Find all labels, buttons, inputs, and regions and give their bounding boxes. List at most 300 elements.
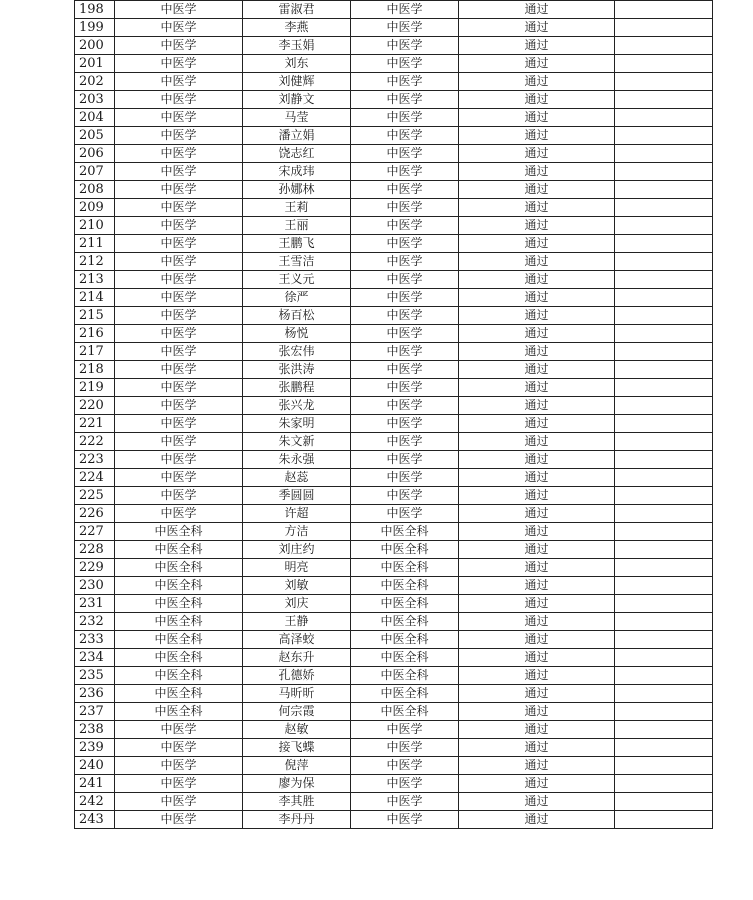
name-cell: 张宏伟 bbox=[243, 343, 351, 361]
remark-cell bbox=[615, 73, 713, 91]
specialty-cell: 中医学 bbox=[115, 55, 243, 73]
remark-cell bbox=[615, 235, 713, 253]
row-number: 222 bbox=[75, 433, 115, 451]
remark-cell bbox=[615, 721, 713, 739]
table-row bbox=[75, 649, 713, 667]
specialty-cell: 中医学 bbox=[115, 325, 243, 343]
row-number: 243 bbox=[75, 811, 115, 829]
name-cell: 孙娜林 bbox=[243, 181, 351, 199]
row-number: 223 bbox=[75, 451, 115, 469]
name-cell: 李其胜 bbox=[243, 793, 351, 811]
result-cell: 通过 bbox=[459, 253, 615, 271]
name-cell: 赵敏 bbox=[243, 721, 351, 739]
table-row bbox=[75, 325, 713, 343]
name-cell: 王丽 bbox=[243, 217, 351, 235]
results-table bbox=[74, 0, 713, 829]
result-cell: 通过 bbox=[459, 649, 615, 667]
result-cell: 通过 bbox=[459, 271, 615, 289]
name-cell: 孔德娇 bbox=[243, 667, 351, 685]
row-number: 227 bbox=[75, 523, 115, 541]
remark-cell bbox=[615, 505, 713, 523]
exam-specialty-cell: 中医学 bbox=[351, 163, 459, 181]
row-number: 229 bbox=[75, 559, 115, 577]
result-cell: 通过 bbox=[459, 415, 615, 433]
name-cell: 饶志红 bbox=[243, 145, 351, 163]
name-cell: 张兴龙 bbox=[243, 397, 351, 415]
row-number: 215 bbox=[75, 307, 115, 325]
specialty-cell: 中医学 bbox=[115, 127, 243, 145]
result-cell: 通过 bbox=[459, 361, 615, 379]
row-number: 225 bbox=[75, 487, 115, 505]
exam-specialty-cell: 中医全科 bbox=[351, 613, 459, 631]
remark-cell bbox=[615, 775, 713, 793]
result-cell: 通过 bbox=[459, 217, 615, 235]
remark-cell bbox=[615, 577, 713, 595]
table-row bbox=[75, 451, 713, 469]
row-number: 212 bbox=[75, 253, 115, 271]
exam-specialty-cell: 中医全科 bbox=[351, 541, 459, 559]
remark-cell bbox=[615, 289, 713, 307]
name-cell: 张洪涛 bbox=[243, 361, 351, 379]
specialty-cell: 中医学 bbox=[115, 199, 243, 217]
exam-specialty-cell: 中医学 bbox=[351, 505, 459, 523]
result-cell: 通过 bbox=[459, 55, 615, 73]
result-cell: 通过 bbox=[459, 307, 615, 325]
row-number: 236 bbox=[75, 685, 115, 703]
table-row bbox=[75, 721, 713, 739]
name-cell: 倪萍 bbox=[243, 757, 351, 775]
row-number: 206 bbox=[75, 145, 115, 163]
exam-specialty-cell: 中医全科 bbox=[351, 523, 459, 541]
remark-cell bbox=[615, 253, 713, 271]
row-number: 218 bbox=[75, 361, 115, 379]
result-cell: 通过 bbox=[459, 379, 615, 397]
specialty-cell: 中医学 bbox=[115, 469, 243, 487]
name-cell: 马昕昕 bbox=[243, 685, 351, 703]
result-cell: 通过 bbox=[459, 613, 615, 631]
table-row bbox=[75, 37, 713, 55]
table-row bbox=[75, 361, 713, 379]
remark-cell bbox=[615, 739, 713, 757]
remark-cell bbox=[615, 451, 713, 469]
result-cell: 通过 bbox=[459, 73, 615, 91]
result-cell: 通过 bbox=[459, 433, 615, 451]
remark-cell bbox=[615, 127, 713, 145]
result-cell: 通过 bbox=[459, 721, 615, 739]
specialty-cell: 中医学 bbox=[115, 433, 243, 451]
name-cell: 王鹏飞 bbox=[243, 235, 351, 253]
remark-cell bbox=[615, 757, 713, 775]
row-number: 230 bbox=[75, 577, 115, 595]
specialty-cell: 中医学 bbox=[115, 217, 243, 235]
table-row bbox=[75, 109, 713, 127]
remark-cell bbox=[615, 397, 713, 415]
table-row bbox=[75, 613, 713, 631]
exam-specialty-cell: 中医学 bbox=[351, 433, 459, 451]
remark-cell bbox=[615, 145, 713, 163]
result-cell: 通过 bbox=[459, 577, 615, 595]
remark-cell bbox=[615, 181, 713, 199]
row-number: 203 bbox=[75, 91, 115, 109]
remark-cell bbox=[615, 361, 713, 379]
table-row bbox=[75, 631, 713, 649]
exam-specialty-cell: 中医学 bbox=[351, 289, 459, 307]
specialty-cell: 中医学 bbox=[115, 289, 243, 307]
remark-cell bbox=[615, 1, 713, 19]
remark-cell bbox=[615, 811, 713, 829]
specialty-cell: 中医学 bbox=[115, 307, 243, 325]
row-number: 199 bbox=[75, 19, 115, 37]
table-row bbox=[75, 811, 713, 829]
specialty-cell: 中医全科 bbox=[115, 541, 243, 559]
table-row bbox=[75, 793, 713, 811]
table-row bbox=[75, 523, 713, 541]
exam-specialty-cell: 中医学 bbox=[351, 181, 459, 199]
table-row bbox=[75, 775, 713, 793]
specialty-cell: 中医学 bbox=[115, 775, 243, 793]
specialty-cell: 中医学 bbox=[115, 91, 243, 109]
specialty-cell: 中医学 bbox=[115, 1, 243, 19]
table-row bbox=[75, 271, 713, 289]
table-row bbox=[75, 91, 713, 109]
specialty-cell: 中医全科 bbox=[115, 631, 243, 649]
specialty-cell: 中医学 bbox=[115, 109, 243, 127]
table-row bbox=[75, 145, 713, 163]
specialty-cell: 中医全科 bbox=[115, 559, 243, 577]
exam-specialty-cell: 中医学 bbox=[351, 199, 459, 217]
row-number: 210 bbox=[75, 217, 115, 235]
remark-cell bbox=[615, 487, 713, 505]
table-row bbox=[75, 235, 713, 253]
name-cell: 刘健辉 bbox=[243, 73, 351, 91]
exam-specialty-cell: 中医学 bbox=[351, 397, 459, 415]
specialty-cell: 中医全科 bbox=[115, 595, 243, 613]
table-row bbox=[75, 685, 713, 703]
name-cell: 李燕 bbox=[243, 19, 351, 37]
name-cell: 宋成玮 bbox=[243, 163, 351, 181]
row-number: 228 bbox=[75, 541, 115, 559]
result-cell: 通过 bbox=[459, 523, 615, 541]
name-cell: 刘东 bbox=[243, 55, 351, 73]
row-number: 209 bbox=[75, 199, 115, 217]
remark-cell bbox=[615, 595, 713, 613]
specialty-cell: 中医学 bbox=[115, 397, 243, 415]
exam-specialty-cell: 中医学 bbox=[351, 415, 459, 433]
exam-specialty-cell: 中医学 bbox=[351, 757, 459, 775]
results-table-body bbox=[75, 1, 713, 829]
exam-specialty-cell: 中医学 bbox=[351, 73, 459, 91]
name-cell: 杨悦 bbox=[243, 325, 351, 343]
specialty-cell: 中医学 bbox=[115, 379, 243, 397]
exam-specialty-cell: 中医学 bbox=[351, 379, 459, 397]
exam-specialty-cell: 中医学 bbox=[351, 253, 459, 271]
table-row bbox=[75, 379, 713, 397]
table-row bbox=[75, 397, 713, 415]
exam-specialty-cell: 中医学 bbox=[351, 109, 459, 127]
row-number: 224 bbox=[75, 469, 115, 487]
remark-cell bbox=[615, 19, 713, 37]
result-cell: 通过 bbox=[459, 289, 615, 307]
row-number: 208 bbox=[75, 181, 115, 199]
specialty-cell: 中医学 bbox=[115, 739, 243, 757]
table-row bbox=[75, 559, 713, 577]
name-cell: 刘静文 bbox=[243, 91, 351, 109]
specialty-cell: 中医学 bbox=[115, 811, 243, 829]
name-cell: 赵蕊 bbox=[243, 469, 351, 487]
result-cell: 通过 bbox=[459, 703, 615, 721]
specialty-cell: 中医全科 bbox=[115, 577, 243, 595]
table-row bbox=[75, 253, 713, 271]
exam-specialty-cell: 中医学 bbox=[351, 325, 459, 343]
remark-cell bbox=[615, 667, 713, 685]
name-cell: 刘敏 bbox=[243, 577, 351, 595]
exam-specialty-cell: 中医学 bbox=[351, 55, 459, 73]
row-number: 226 bbox=[75, 505, 115, 523]
specialty-cell: 中医学 bbox=[115, 361, 243, 379]
table-row bbox=[75, 505, 713, 523]
exam-specialty-cell: 中医学 bbox=[351, 793, 459, 811]
exam-specialty-cell: 中医全科 bbox=[351, 559, 459, 577]
table-row bbox=[75, 577, 713, 595]
table-row bbox=[75, 703, 713, 721]
remark-cell bbox=[615, 37, 713, 55]
specialty-cell: 中医学 bbox=[115, 19, 243, 37]
result-cell: 通过 bbox=[459, 451, 615, 469]
exam-specialty-cell: 中医学 bbox=[351, 127, 459, 145]
remark-cell bbox=[615, 55, 713, 73]
name-cell: 季圆圆 bbox=[243, 487, 351, 505]
result-cell: 通过 bbox=[459, 91, 615, 109]
exam-specialty-cell: 中医学 bbox=[351, 811, 459, 829]
exam-specialty-cell: 中医学 bbox=[351, 19, 459, 37]
result-cell: 通过 bbox=[459, 811, 615, 829]
exam-specialty-cell: 中医学 bbox=[351, 37, 459, 55]
remark-cell bbox=[615, 379, 713, 397]
table-row bbox=[75, 469, 713, 487]
table-row bbox=[75, 757, 713, 775]
table-row bbox=[75, 739, 713, 757]
row-number: 216 bbox=[75, 325, 115, 343]
exam-specialty-cell: 中医学 bbox=[351, 487, 459, 505]
exam-specialty-cell: 中医学 bbox=[351, 1, 459, 19]
specialty-cell: 中医全科 bbox=[115, 667, 243, 685]
name-cell: 赵东升 bbox=[243, 649, 351, 667]
row-number: 217 bbox=[75, 343, 115, 361]
remark-cell bbox=[615, 649, 713, 667]
row-number: 221 bbox=[75, 415, 115, 433]
table-row bbox=[75, 199, 713, 217]
result-cell: 通过 bbox=[459, 1, 615, 19]
exam-specialty-cell: 中医全科 bbox=[351, 631, 459, 649]
specialty-cell: 中医学 bbox=[115, 487, 243, 505]
table-row bbox=[75, 667, 713, 685]
result-cell: 通过 bbox=[459, 739, 615, 757]
name-cell: 王雪洁 bbox=[243, 253, 351, 271]
specialty-cell: 中医学 bbox=[115, 235, 243, 253]
table-row bbox=[75, 217, 713, 235]
remark-cell bbox=[615, 469, 713, 487]
exam-specialty-cell: 中医学 bbox=[351, 145, 459, 163]
name-cell: 接飞蝶 bbox=[243, 739, 351, 757]
table-row bbox=[75, 595, 713, 613]
row-number: 240 bbox=[75, 757, 115, 775]
result-cell: 通过 bbox=[459, 37, 615, 55]
name-cell: 杨百松 bbox=[243, 307, 351, 325]
specialty-cell: 中医全科 bbox=[115, 649, 243, 667]
remark-cell bbox=[615, 415, 713, 433]
specialty-cell: 中医学 bbox=[115, 73, 243, 91]
specialty-cell: 中医学 bbox=[115, 163, 243, 181]
row-number: 232 bbox=[75, 613, 115, 631]
remark-cell bbox=[615, 613, 713, 631]
row-number: 242 bbox=[75, 793, 115, 811]
row-number: 231 bbox=[75, 595, 115, 613]
table-row bbox=[75, 307, 713, 325]
result-cell: 通过 bbox=[459, 325, 615, 343]
remark-cell bbox=[615, 523, 713, 541]
row-number: 211 bbox=[75, 235, 115, 253]
result-cell: 通过 bbox=[459, 541, 615, 559]
name-cell: 廖为保 bbox=[243, 775, 351, 793]
result-cell: 通过 bbox=[459, 181, 615, 199]
remark-cell bbox=[615, 163, 713, 181]
specialty-cell: 中医学 bbox=[115, 181, 243, 199]
table-row bbox=[75, 1, 713, 19]
row-number: 202 bbox=[75, 73, 115, 91]
name-cell: 高泽蛟 bbox=[243, 631, 351, 649]
remark-cell bbox=[615, 793, 713, 811]
remark-cell bbox=[615, 325, 713, 343]
name-cell: 朱家明 bbox=[243, 415, 351, 433]
exam-specialty-cell: 中医学 bbox=[351, 217, 459, 235]
name-cell: 李丹丹 bbox=[243, 811, 351, 829]
result-cell: 通过 bbox=[459, 505, 615, 523]
table-row bbox=[75, 487, 713, 505]
exam-specialty-cell: 中医学 bbox=[351, 451, 459, 469]
result-cell: 通过 bbox=[459, 199, 615, 217]
exam-specialty-cell: 中医学 bbox=[351, 361, 459, 379]
remark-cell bbox=[615, 199, 713, 217]
result-cell: 通过 bbox=[459, 595, 615, 613]
exam-specialty-cell: 中医学 bbox=[351, 775, 459, 793]
exam-specialty-cell: 中医学 bbox=[351, 343, 459, 361]
result-cell: 通过 bbox=[459, 685, 615, 703]
row-number: 238 bbox=[75, 721, 115, 739]
remark-cell bbox=[615, 109, 713, 127]
specialty-cell: 中医学 bbox=[115, 451, 243, 469]
name-cell: 王莉 bbox=[243, 199, 351, 217]
name-cell: 王义元 bbox=[243, 271, 351, 289]
result-cell: 通过 bbox=[459, 163, 615, 181]
row-number: 239 bbox=[75, 739, 115, 757]
table-row bbox=[75, 415, 713, 433]
name-cell: 明亮 bbox=[243, 559, 351, 577]
result-cell: 通过 bbox=[459, 559, 615, 577]
remark-cell bbox=[615, 271, 713, 289]
name-cell: 雷淑君 bbox=[243, 1, 351, 19]
result-cell: 通过 bbox=[459, 667, 615, 685]
exam-specialty-cell: 中医学 bbox=[351, 739, 459, 757]
specialty-cell: 中医全科 bbox=[115, 685, 243, 703]
name-cell: 马莹 bbox=[243, 109, 351, 127]
specialty-cell: 中医学 bbox=[115, 505, 243, 523]
remark-cell bbox=[615, 685, 713, 703]
remark-cell bbox=[615, 559, 713, 577]
result-cell: 通过 bbox=[459, 757, 615, 775]
row-number: 204 bbox=[75, 109, 115, 127]
specialty-cell: 中医学 bbox=[115, 271, 243, 289]
exam-specialty-cell: 中医学 bbox=[351, 721, 459, 739]
table-row bbox=[75, 19, 713, 37]
name-cell: 方洁 bbox=[243, 523, 351, 541]
exam-specialty-cell: 中医全科 bbox=[351, 685, 459, 703]
table-row bbox=[75, 289, 713, 307]
name-cell: 朱永强 bbox=[243, 451, 351, 469]
specialty-cell: 中医学 bbox=[115, 145, 243, 163]
table-row bbox=[75, 541, 713, 559]
name-cell: 刘庆 bbox=[243, 595, 351, 613]
exam-specialty-cell: 中医全科 bbox=[351, 703, 459, 721]
remark-cell bbox=[615, 307, 713, 325]
row-number: 201 bbox=[75, 55, 115, 73]
result-cell: 通过 bbox=[459, 343, 615, 361]
name-cell: 张鹏程 bbox=[243, 379, 351, 397]
name-cell: 徐严 bbox=[243, 289, 351, 307]
name-cell: 何宗霞 bbox=[243, 703, 351, 721]
exam-specialty-cell: 中医全科 bbox=[351, 649, 459, 667]
table-row bbox=[75, 163, 713, 181]
specialty-cell: 中医学 bbox=[115, 793, 243, 811]
table-row bbox=[75, 55, 713, 73]
exam-specialty-cell: 中医学 bbox=[351, 235, 459, 253]
result-cell: 通过 bbox=[459, 487, 615, 505]
result-cell: 通过 bbox=[459, 631, 615, 649]
name-cell: 朱文新 bbox=[243, 433, 351, 451]
row-number: 205 bbox=[75, 127, 115, 145]
table-row bbox=[75, 181, 713, 199]
result-cell: 通过 bbox=[459, 793, 615, 811]
result-cell: 通过 bbox=[459, 397, 615, 415]
specialty-cell: 中医全科 bbox=[115, 613, 243, 631]
name-cell: 王静 bbox=[243, 613, 351, 631]
specialty-cell: 中医全科 bbox=[115, 523, 243, 541]
row-number: 198 bbox=[75, 1, 115, 19]
exam-specialty-cell: 中医学 bbox=[351, 469, 459, 487]
row-number: 234 bbox=[75, 649, 115, 667]
specialty-cell: 中医学 bbox=[115, 343, 243, 361]
specialty-cell: 中医全科 bbox=[115, 703, 243, 721]
specialty-cell: 中医学 bbox=[115, 757, 243, 775]
result-cell: 通过 bbox=[459, 145, 615, 163]
table-row bbox=[75, 127, 713, 145]
row-number: 214 bbox=[75, 289, 115, 307]
remark-cell bbox=[615, 433, 713, 451]
remark-cell bbox=[615, 217, 713, 235]
exam-specialty-cell: 中医学 bbox=[351, 307, 459, 325]
specialty-cell: 中医学 bbox=[115, 415, 243, 433]
row-number: 219 bbox=[75, 379, 115, 397]
exam-specialty-cell: 中医全科 bbox=[351, 577, 459, 595]
table-row bbox=[75, 433, 713, 451]
row-number: 235 bbox=[75, 667, 115, 685]
specialty-cell: 中医学 bbox=[115, 37, 243, 55]
result-cell: 通过 bbox=[459, 469, 615, 487]
remark-cell bbox=[615, 703, 713, 721]
row-number: 233 bbox=[75, 631, 115, 649]
result-cell: 通过 bbox=[459, 775, 615, 793]
exam-specialty-cell: 中医学 bbox=[351, 91, 459, 109]
table-row bbox=[75, 343, 713, 361]
